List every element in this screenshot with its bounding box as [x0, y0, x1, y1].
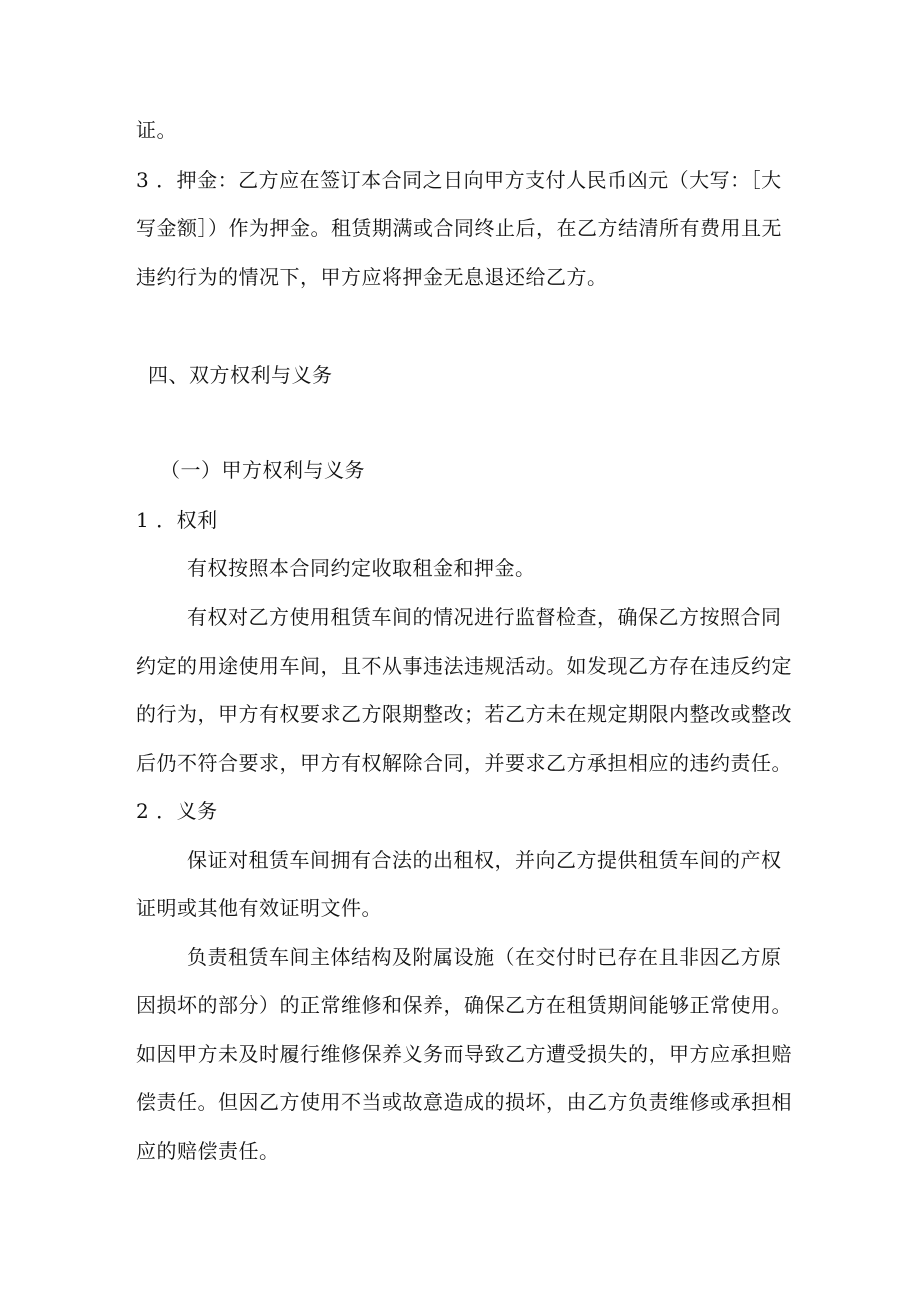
text-line: 因损坏的部分）的正常维修和保养，确保乙方在租赁期间能够正常使用。 [136, 993, 792, 1017]
text-line: 负责租赁车间主体结构及附属设施（在交付时已存在且非因乙方原 [187, 945, 782, 969]
text-line: 写金额］）作为押金。租赁期满或合同终止后，在乙方结清所有费用且无 [136, 216, 782, 240]
section-heading: 四、双方权利与义务 [148, 363, 333, 387]
text-line: 证。 [136, 118, 177, 142]
text-line: 约定的用途使用车间，且不从事违法违规活动。如发现乙方存在违反约定 [136, 654, 792, 678]
text-line: 证明或其他有效证明文件。 [136, 896, 382, 920]
text-line: 如因甲方未及时履行维修保养义务而导致乙方遭受损失的，甲方应承担赔 [136, 1042, 792, 1066]
text-line: 有权对乙方使用租赁车间的情况进行监督检查，确保乙方按照合同 [187, 605, 782, 629]
text-line: 偿责任。但因乙方使用不当或故意造成的损坏，由乙方负责维修或承担相 [136, 1090, 792, 1114]
text-line: 有权按照本合同约定收取租金和押金。 [187, 556, 536, 580]
text-line: 应的赔偿责任。 [136, 1139, 280, 1163]
text-line: 的行为，甲方有权要求乙方限期整改；若乙方未在规定期限内整改或整改 [136, 702, 792, 726]
text-line: 3 ．押金：乙方应在签订本合同之日向甲方支付人民币凶元（大写：［大 [136, 168, 782, 192]
subsection-heading: （一）甲方权利与义务 [160, 458, 365, 482]
item-heading: 1 ．权利 [136, 508, 218, 532]
text-line: 违约行为的情况下，甲方应将押金无息退还给乙方。 [136, 265, 608, 289]
text-line: 保证对租赁车间拥有合法的出租权，并向乙方提供租赁车间的产权 [187, 848, 782, 872]
item-heading: 2 ．义务 [136, 799, 218, 823]
text-line: 后仍不符合要求，甲方有权解除合同，并要求乙方承担相应的违约责任。 [136, 751, 792, 775]
